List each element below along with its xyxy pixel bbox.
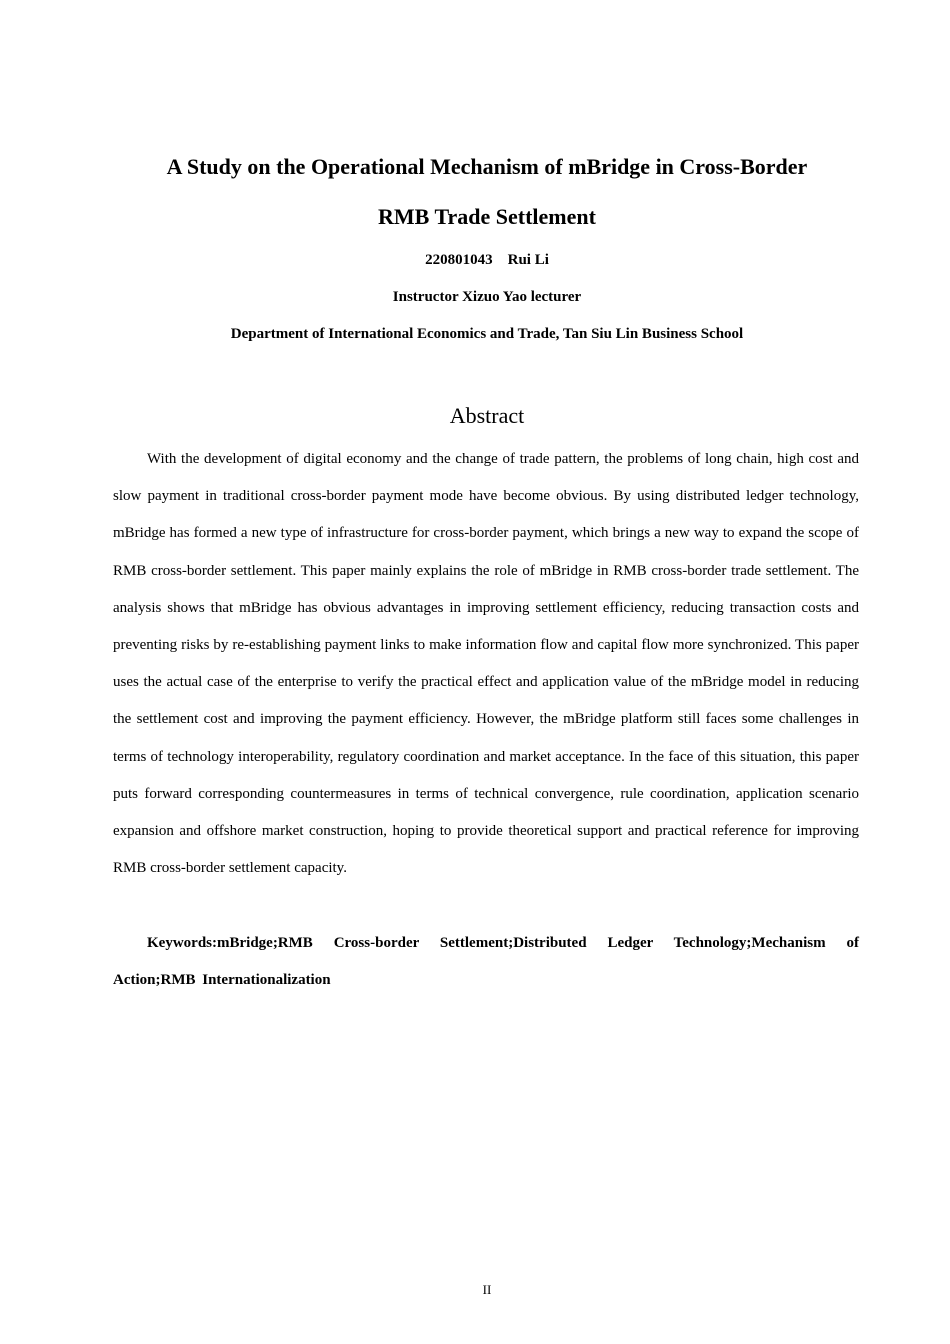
student-id-and-name: 220801043 Rui Li	[425, 252, 549, 268]
page-number: II	[482, 1282, 492, 1297]
abstract-body: With the development of digital economy and the change of trade pattern, the problems of long chain, high cost and slow payment in traditional cross-border payment mode have become obvious. By using distributed ledger technology, mBridge has formed a new type of infrastructure for cross-border payment, which brings a new way to expand the scope of RMB cross-border settlement. This paper mainly explains the role of mBridge in RMB cross-border trade settlement. The analysis shows that mBridge has obvious advantages in improving settlement efficiency, reducing transaction costs and preventing risks by re-establishing payment links to make information flow and capital flow more synchronized. This paper uses the actual case of the enterprise to verify the practical effect and application value of the mBridge model in reducing the settlement cost and improving the payment efficiency. However, the mBridge platform still faces some challenges in terms of technology interoperability, regulatory coordination and market acceptance. In the face of this situation, this paper puts forward corresponding countermeasures in terms of technical convergence, rule coordination, application scenario expansion and offshore market construction, hoping to provide theoretical support and practical reference for improving RMB cross-border settlement capacity.	[113, 451, 859, 877]
abstract-heading: Abstract	[449, 403, 525, 428]
paper-title-line-1: A Study on the Operational Mechanism of mBridge in Cross-Border	[166, 154, 808, 179]
department-line: Department of International Economics and Trade, Tan Siu Lin Business School	[230, 326, 744, 342]
paper-title-line-2: RMB Trade Settlement	[378, 204, 596, 229]
instructor-line: Instructor Xizuo Yao lecturer	[392, 289, 582, 305]
keywords-line: Keywords:mBridge;RMB Cross-border Settlement;Distributed Ledger Technology;Mechanism of Action;RMB Internationalization	[113, 935, 859, 989]
